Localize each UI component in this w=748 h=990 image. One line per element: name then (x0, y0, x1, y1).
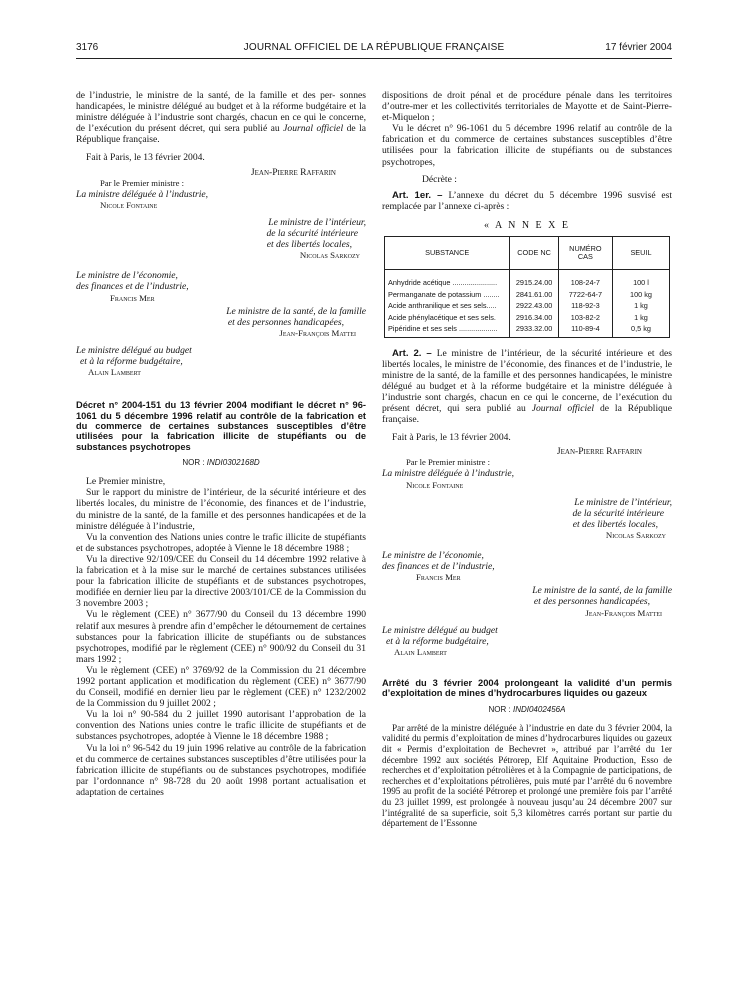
signatory-title: et des personnes handicapées, (227, 316, 344, 328)
signatory-title: Le ministre délégué au budget (382, 624, 498, 636)
signatory-name: Jean-Pierre Raffarin (556, 446, 642, 458)
signatory-title: Le ministre de l’économie, (76, 270, 178, 282)
table-header: CODE NC (510, 237, 558, 270)
signatory-title: des finances et de l’industrie, (76, 281, 189, 293)
signatory-title: des finances et de l’industrie, (382, 561, 495, 573)
signatory-title: La ministre déléguée à l’industrie, (382, 468, 515, 480)
page-number: 3176 (76, 42, 99, 53)
table-row: Acide anthranilique et ses sels..... 2922.43.00 118-92-3 1 kg (385, 300, 670, 312)
journal-title: JOURNAL OFFICIEL DE LA RÉPUBLIQUE FRANÇAISE (243, 42, 505, 53)
nor-reference: NOR : INDI0302168D (182, 458, 260, 468)
table-row: Anhydride acétique ...................... 2915.24.00 108-24-7 100 l (385, 270, 670, 289)
decree-title: Décret n° 2004-151 du 13 février 2004 modifiant le décret n° 96-1061 du 5 décembre 1996 relatif au contrôle de la fabrication et du commerce de certaines substances susceptibles d’être utilisées pour la fabrication illicite de stupéfiants ou de substances psychotropes (76, 400, 366, 452)
fait-a-paris: Fait à Paris, le 13 février 2004. (86, 152, 205, 164)
signatory-name: Nicolas Sarkozy (605, 529, 666, 540)
annexe-title: « A N N E X E (484, 219, 570, 231)
signatory-title: et à la réforme budgétaire, (386, 635, 489, 647)
left-column (76, 90, 366, 798)
visa-paragraph: Vu la convention des Nations unies contre le trafic illicite de stupéfiants et de substances psychotropes, adoptée à Vienne le 18 décembre 1988 ; (76, 531, 366, 554)
signatory-title: de la sécurité intérieure (572, 507, 664, 519)
signatory-title: et des libertés locales, (266, 239, 352, 251)
visa-paragraph: Sur le rapport du ministre de l’intérieur, de la sécurité intérieure et des libertés locales, du ministre de l’économie, des finances et de l’industrie, du ministre de la santé, de la famille et des personnes handicapées et de la ministre déléguée à l’industrie, (76, 487, 366, 532)
signatory-title: Le ministre de l’intérieur, (268, 216, 366, 228)
issue-date: 17 février 2004 (605, 42, 672, 53)
signatory-title: de la sécurité intérieure (266, 228, 358, 240)
signatory-name: Jean-François Mattei (279, 327, 356, 338)
signatory-title: La ministre déléguée à l’industrie, (76, 188, 209, 200)
arrete-title: Arrêté du 3 février 2004 prolongeant la validité d’un permis d’exploitation de mines d’hydrocarbures liquides ou gazeux (382, 677, 672, 699)
visa-paragraph: Vu le décret n° 96-1061 du 5 décembre 1996 relatif au contrôle de la fabrication et du commerce de certaines substances susceptibles d’être utilisées pour la fabrication illicite de stupéfiants ou de substances psychotropes, (382, 123, 672, 168)
visa-paragraph: dispositions de droit pénal et de procédure pénale dans les territoires d’outre-mer et les collectivités territoriales de Mayotte et de Saint-Pierre-et-Miquelon ; (382, 90, 672, 124)
signatory-name: Alain Lambert (88, 367, 141, 378)
signature-intro: Par le Premier ministre : (406, 457, 491, 468)
signatory-name: Alain Lambert (394, 646, 447, 657)
visa-paragraph: Vu le règlement (CEE) n° 3769/92 de la Commission du 21 décembre 1992 portant application et modification du règlement (CEE) n° 3677/90 du Conseil, modifié en dernier lieu par le règlement (CEE) n° 1232/2002 de la Commission du 9 juillet 2002 ; (76, 664, 366, 710)
header-rule (76, 58, 672, 59)
table-header-row (385, 237, 670, 270)
signatures-block (382, 446, 672, 658)
signatory-title: Le ministre de l’économie, (382, 550, 484, 562)
signatory-title: et des libertés locales, (572, 518, 658, 530)
intro-paragraph: de l’industrie, le ministre de la santé, de la famille et des per- sonnes handicapées, le ministre délégué au budget et à la réforme budgétaire et la ministre déléguée à l’industrie sont chargés, chacun en ce qui le concerne, de l’exécution du présent décret, qui sera publié au Journal officiel de la République française. (76, 90, 367, 146)
visa-paragraph: Vu la directive 92/109/CEE du Conseil du 14 décembre 1992 relative à la fabrication et à la mise sur le marché de certaines substances utilisées pour la fabrication illicite de stupéfiants et de substances psychotropes, modifiée en dernier lieu par la directive 2003/101/CE de la Commission du 3 novembre 2003 ; (76, 553, 366, 610)
signatory-title: Le ministre de la santé, de la famille (226, 305, 366, 317)
table-row: Permanganate de potassium ........ 2841.61.00 7722-64-7 100 kg (385, 289, 670, 301)
fait-a-paris: Fait à Paris, le 13 février 2004. (392, 432, 511, 444)
signatures-block (76, 167, 366, 379)
signatory-title: Le ministre de la santé, de la famille (532, 585, 672, 597)
decrete-label: Décrète : (422, 173, 457, 185)
signatory-title: Le ministre délégué au budget (76, 344, 192, 356)
table-row: Acide phénylacétique et ses sels. 2916.34.00 103-82-2 1 kg (385, 312, 670, 324)
signatory-title: et à la réforme budgétaire, (80, 355, 183, 367)
signature-intro: Par le Premier ministre : (100, 177, 185, 188)
article-2: Art. 2. – Le ministre de l’intérieur, de la sécurité intérieure et des libertés locales, le ministre de l’économie, des finances et de l’industrie, le ministre de la santé, de la famille et des personnes handicapées, le ministre délégué au budget et à la réforme budgétaire et la ministre déléguée à l’industrie sont chargés, chacun en ce qui le concerne, de l’exécution du présent décret, qui sera publié au Journal officiel de la République française. (382, 347, 672, 426)
table-header: NUMÉRO CAS (558, 237, 612, 270)
arrete-text: Par arrêté de la ministre déléguée à l’industrie en date du 3 février 2004, la validité du permis d’exploitation de mines d’hydrocarbures liquides ou gazeux dit « Permis d’exploitation de Bechevret », attribué par l’arrêté du 1er décembre 1992 aux sociétés Pétrorep, Elf Aquitaine Production, Esso de recherches et d’exploitation pétrolières et à la Compagnie de participations, de recherches et d’exploitations pétrolières, puis muté par l’arrêté du 6 novembre 1995 au profit de la société Pétrorep et prolongé une première fois par l’arrêté du 23 juillet 1999, est prolongée à nouveau jusqu’au 24 décembre 2007 sur l’intégralité de sa superficie, soit 5,3 kilomètres carrés portant sur partie du département de l’Essonne (382, 722, 672, 829)
right-column (382, 90, 672, 829)
nor-reference: NOR : INDI0402456A (488, 704, 566, 714)
visa-paragraph: Vu la loi n° 90-584 du 2 juillet 1990 autorisant l’approbation de la convention des Nations unies contre le trafic illicite de stupéfiants et de substances psychotropes, adoptée à Vienne le 18 décembre 1988 ; (76, 709, 366, 743)
signatory-title: et des personnes handicapées, (533, 596, 650, 608)
signatory-name: Nicole Fontaine (406, 479, 464, 490)
substances-table (384, 236, 670, 338)
signatory-title: Le ministre de l’intérieur, (574, 496, 672, 508)
signatory-name: Nicolas Sarkozy (299, 250, 360, 261)
table-header: SEUIL (612, 237, 669, 270)
signatory-name: Jean-Pierre Raffarin (250, 166, 336, 178)
signatory-name: Nicole Fontaine (100, 199, 158, 210)
table-row: Pipéridine et ses sels ................... 2933.32.00 110-89-4 0,5 kg (385, 323, 670, 337)
signatory-name: Jean-François Mattei (585, 607, 662, 618)
page-header (76, 42, 672, 58)
visa-paragraph: Vu la loi n° 96-542 du 19 juin 1996 relative au contrôle de la fabrication et du commerce de certaines substances susceptibles d’être utilisées pour la fabrication illicite de stupéfiants ou de substances psychotropes, modifiée par l’ordonnance n° 98-728 du 20 août 1998 portant actualisation et adaptation de certaines (76, 742, 366, 798)
article-1: Art. 1er. – L’annexe du décret du 5 décembre 1996 susvisé est remplacée par l’annexe ci-après : (382, 189, 672, 212)
signatory-name: Francis Mer (110, 292, 155, 303)
premier-ministre: Le Premier ministre, (86, 476, 166, 488)
signatory-name: Francis Mer (416, 572, 461, 583)
visa-paragraph: Vu le règlement (CEE) n° 3677/90 du Conseil du 13 décembre 1990 relatif aux mesures à prendre afin d’empêcher le détournement de certaines substances pour la fabrication illicite de stupéfiants ou de substances psychotropes, modifié par le règlement (CEE) n° 900/92 du Conseil du 31 mars 1992 ; (76, 609, 366, 665)
table-header: SUBSTANCE (385, 237, 510, 270)
